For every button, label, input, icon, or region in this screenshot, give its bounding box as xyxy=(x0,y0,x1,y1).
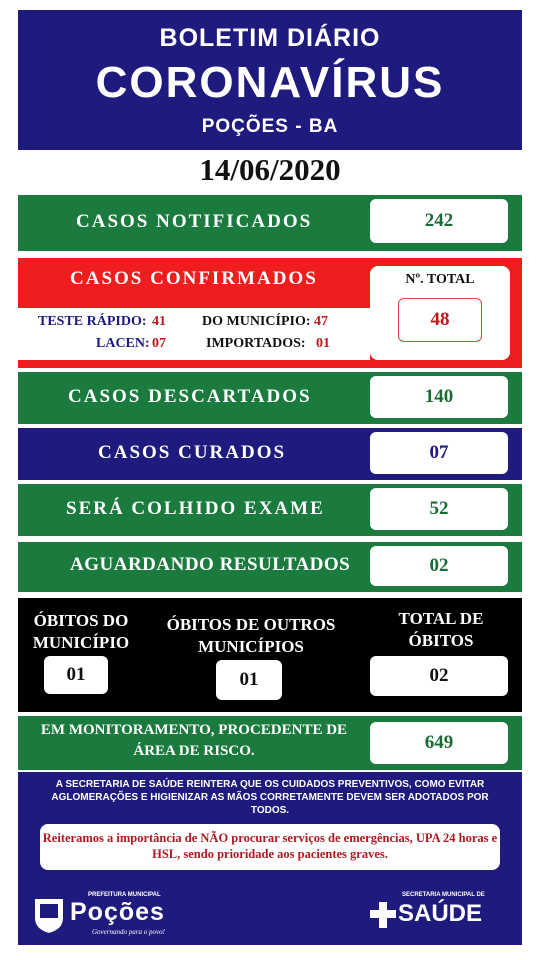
obitos-total-line2: ÓBITOS xyxy=(408,631,474,650)
total-label: Nº. TOTAL xyxy=(405,272,475,287)
teste-rapido-label: TESTE RÁPIDO: xyxy=(38,314,147,329)
monitoramento-row xyxy=(18,716,522,770)
prefeitura-small-label: PREFEITURA MUNICIPAL xyxy=(88,892,161,898)
obitos-municipio-value: 01 xyxy=(44,656,108,694)
aguardando-row xyxy=(18,542,522,592)
prefeitura-logo xyxy=(32,890,192,940)
monitoramento-label xyxy=(24,720,364,762)
city-label: POÇÕES - BA xyxy=(201,116,339,137)
colhido-value: 52 xyxy=(370,488,508,530)
reiteramos-notice: Reiteramos a importância de NÃO procurar serviços de emergências, UPA 24 horas e HSL, sendo prioridade aos pacientes graves. xyxy=(40,824,500,870)
obitos-outros-value: 01 xyxy=(216,660,282,700)
municipio-label: DO MUNICÍPIO: xyxy=(202,314,311,329)
obitos-municipio-label xyxy=(26,610,136,654)
descartados-value: 140 xyxy=(370,376,508,418)
obitos-row xyxy=(18,598,522,712)
obitos-municipio-line1: ÓBITOS DO xyxy=(33,611,129,630)
bulletin-date: 14/06/2020 xyxy=(199,152,341,187)
confirmados-label: CASOS CONFIRMADOS xyxy=(70,268,318,289)
importados-value: 01 xyxy=(316,336,330,351)
header-banner xyxy=(18,10,522,150)
obitos-outros-line1: ÓBITOS DE OUTROS xyxy=(166,615,336,634)
obitos-municipio-line2: MUNICÍPIO xyxy=(32,633,130,652)
prefeitura-name: Poções xyxy=(70,898,165,926)
confirmados-total-panel xyxy=(370,266,510,360)
confirmados-breakdown xyxy=(18,308,370,360)
obitos-outros-label xyxy=(166,614,336,658)
curados-row xyxy=(18,428,522,480)
prefeitura-slogan: Governando para o povo! xyxy=(92,928,165,936)
importados-label: IMPORTADOS: xyxy=(206,336,306,351)
lacen-label: LACEN: xyxy=(96,336,150,351)
obitos-total-label xyxy=(380,608,502,652)
saude-name: SAÚDE xyxy=(398,900,483,927)
saude-small-label: SECRETARIA MUNICIPAL DE xyxy=(402,892,485,898)
notificados-label: CASOS NOTIFICADOS xyxy=(76,211,313,232)
curados-value: 07 xyxy=(370,432,508,474)
monitoramento-line2: ÁREA DE RISCO. xyxy=(133,743,255,759)
teste-rapido-value: 41 xyxy=(152,314,166,329)
monitoramento-value: 649 xyxy=(370,722,508,764)
prefeitura-crest-icon xyxy=(32,894,66,934)
descartados-row xyxy=(18,372,522,424)
lacen-value: 07 xyxy=(152,336,166,351)
notificados-value: 242 xyxy=(370,199,508,243)
obitos-total-value: 02 xyxy=(370,656,508,696)
municipio-value: 47 xyxy=(314,314,328,329)
saude-logo xyxy=(370,890,510,940)
aguardando-label: AGUARDANDO RESULTADOS xyxy=(70,554,351,575)
bulletin-subtitle: BOLETIM DIÁRIO xyxy=(159,24,381,52)
obitos-total-line1: TOTAL DE xyxy=(398,609,484,628)
monitoramento-line1: EM MONITORAMENTO, PROCEDENTE DE xyxy=(40,722,348,738)
aguardando-value: 02 xyxy=(370,546,508,586)
bulletin-title: CORONAVÍRUS xyxy=(95,58,445,107)
obitos-outros-line2: MUNICÍPIOS xyxy=(198,637,304,656)
bulletin xyxy=(18,10,522,945)
medical-cross-icon xyxy=(370,902,396,932)
curados-label: CASOS CURADOS xyxy=(98,442,287,463)
colhido-label: SERÁ COLHIDO EXAME xyxy=(66,498,325,519)
total-value: 48 xyxy=(398,298,482,342)
colhido-row xyxy=(18,484,522,536)
descartados-label: CASOS DESCARTADOS xyxy=(68,386,312,407)
notificados-row xyxy=(18,195,522,251)
secretaria-notice: A SECRETARIA DE SAÚDE REINTERA QUE OS CUIDADOS PREVENTIVOS, COMO EVITAR AGLOMERAÇÕES E HIGIENIZAR AS MÃOS CORRETAMENTE DEVEM SER ADOTADOS POR TODOS. xyxy=(51,779,489,816)
confirmados-row xyxy=(18,258,522,368)
